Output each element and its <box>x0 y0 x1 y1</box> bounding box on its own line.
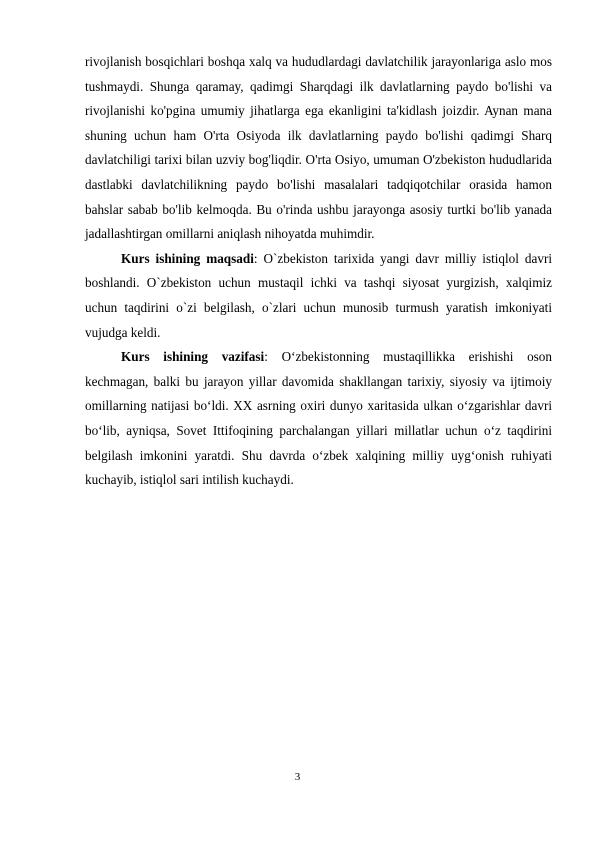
goal-heading: Kurs ishining maqsadi <box>121 250 254 266</box>
document-body <box>85 50 552 493</box>
paragraph-goal <box>85 247 552 345</box>
task-text: : O‘zbekistonning mustaqillikka erishishi oson kechmagan, balki bu jarayon yillar davomida shakllangan tarixiy, siyosiy va ijtimoiy omillarning natijasi bo‘ldi. XX asrning oxiri dunyo xaritasida ulkan o‘zgarishlar davri bo‘lib, ayniqsa, Sovet Ittifoqining parchalangan yillari millatlar uchun o‘z taqdirini belgilash imkonini yaratdi. Shu davrda o‘zbek xalqining milliy uyg‘onish ruhiyati kuchayib, istiqlol sari intilish kuchaydi. <box>85 349 552 488</box>
paragraph-task <box>85 345 552 493</box>
page-number: 3 <box>294 771 301 783</box>
task-heading: Kurs ishining vazifasi <box>121 349 265 365</box>
goal-text: : O`zbekiston tarixida yangi davr milliy istiqlol davri boshlandi. O`zbekiston uchun mustaqil ichki va tashqi siyosat yurgizish, xalqimiz uchun taqdirini o`zi belgilash, o`zlari uchun munosib turmush yaratish imkoniyati vujudga keldi. <box>85 250 553 340</box>
paragraph-1: rivojlanish bosqichlari boshqa xalq va hududlardagi davlatchilik jarayonlariga aslo mos tushmaydi. Shunga qaramay, qadimgi Sharqdagi ilk davlatlarning paydo bo'lishi va rivojlanishi ko'pgina umumiy jihatlarga ega ekanligini ta'kidlash joizdir. Aynan mana shuning uchun ham O'rta Osiyoda ilk davlatlarning paydo bo'lishi qadimgi Sharq davlatchiligi tarixi bilan uzviy bog'liqdir. O'rta Osiyo, umuman O'zbekiston hududlarida dastlabki davlatchilikning paydo bo'lishi masalalari tadqiqotchilar orasida hamon bahslar sabab bo'lib kelmoqda. Bu o'rinda ushbu jarayonga asosiy turtki bo'lib yanada jadallashtirgan omillarni aniqlash nihoyatda muhimdir. <box>85 54 552 242</box>
